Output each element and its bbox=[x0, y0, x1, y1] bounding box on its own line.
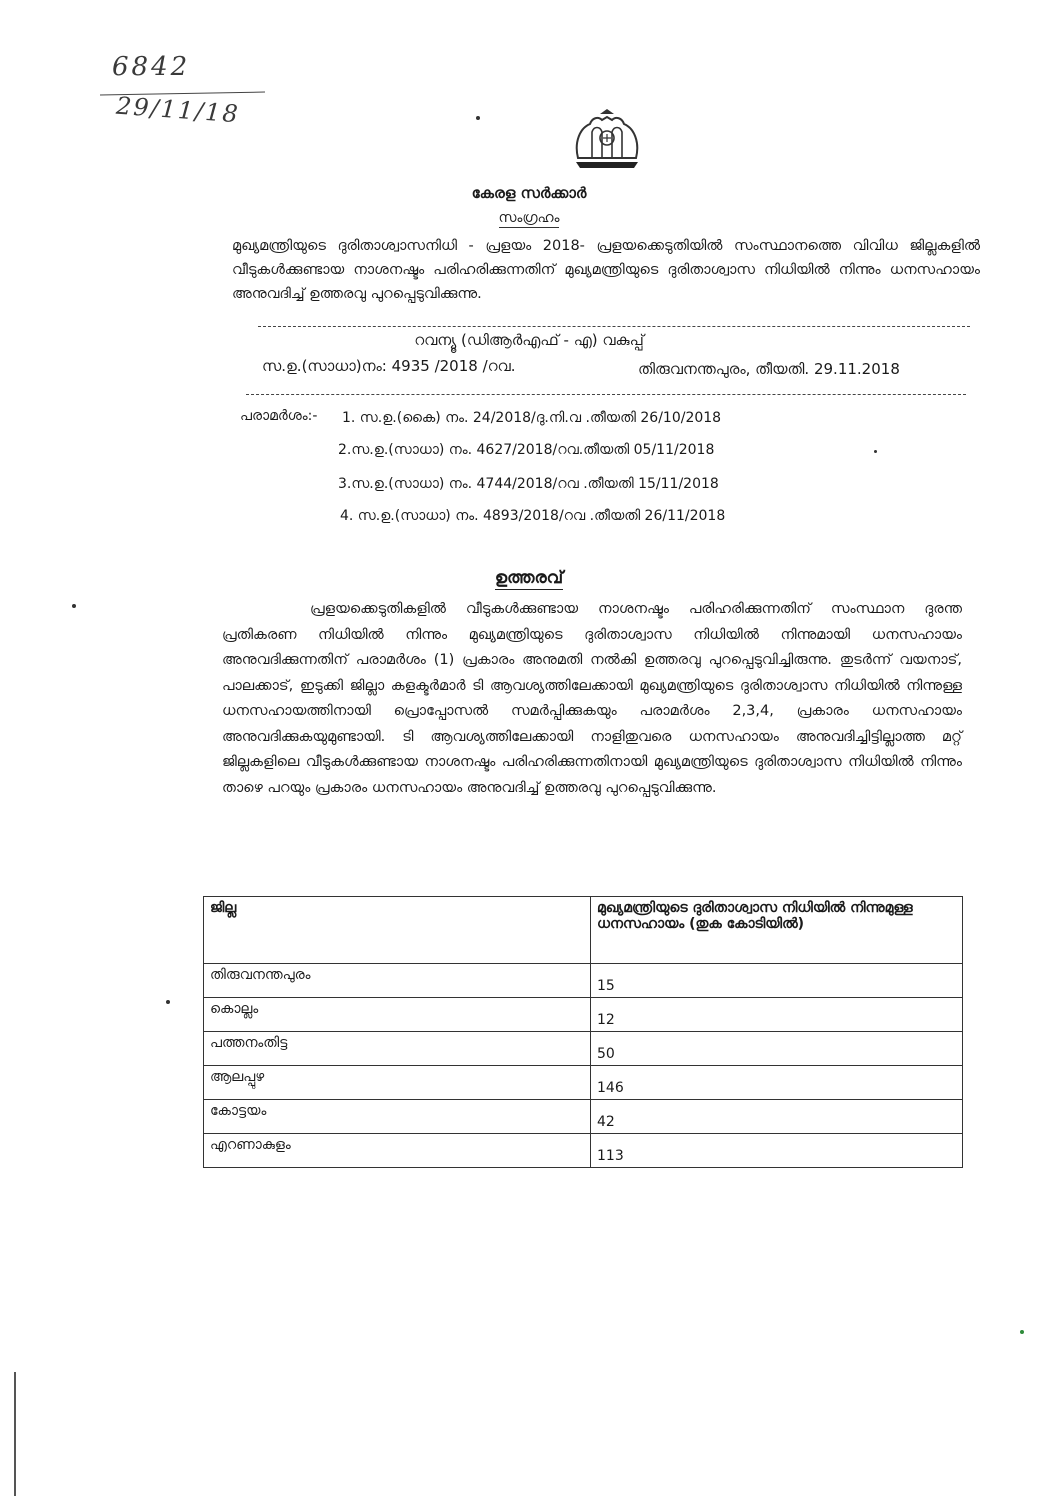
order-summary: മുഖ്യമന്ത്രിയുടെ ദുരിതാശ്വാസനിധി - പ്രളയം 2018- പ്രളയക്കെടുതിയിൽ സംസ്ഥാനത്തെ വിവിധ ജില്ലകളിൽ വീടുകൾക്കുണ്ടായ നാശനഷ്ടം പരിഹരിക്കുന്നതിന് മുഖ്യമന്ത്രിയുടെ ദുരിതാശ്വാസ നിധിയിൽ നിന്നും ധനസഹായം അനുവദിച്ച് ഉത്തരവു പുറപ്പെടുവിക്കുന്നു. bbox=[232, 238, 980, 302]
place-and-date: തിരുവനന്തപുരം, തീയതി. 29.11.2018 bbox=[638, 360, 900, 378]
divider-top bbox=[258, 326, 970, 327]
reference-item: 1. സ.ഉ.(കൈ) നം. 24/2018/ദു.നി.വ .തീയതി 26/10/2018 bbox=[342, 410, 722, 426]
district-cell: കോട്ടയം bbox=[204, 1100, 591, 1134]
table-row bbox=[204, 964, 963, 998]
header-amount: മുഖ്യമന്ത്രിയുടെ ദുരിതാശ്വാസ നിധിയിൽ നിന്നുമുള്ള ധനസഹായം (തുക കോടിയിൽ) bbox=[591, 897, 963, 964]
district-cell: ആലപ്പുഴ bbox=[204, 1066, 591, 1100]
scan-speck bbox=[72, 604, 76, 608]
district-cell: കൊല്ലം bbox=[204, 998, 591, 1032]
district-cell: തിരുവനന്തപുരം bbox=[204, 964, 591, 998]
scan-speck bbox=[476, 116, 480, 120]
allocation-table bbox=[203, 896, 963, 1168]
amount-cell: 15 bbox=[591, 964, 963, 998]
amount-cell: 42 bbox=[591, 1100, 963, 1134]
table-row bbox=[204, 1134, 963, 1168]
header-district: ജില്ല bbox=[204, 897, 591, 964]
reference-item: 3.സ.ഉ.(സാധാ) നം. 4744/2018/റവ .തീയതി 15/11/2018 bbox=[338, 476, 719, 492]
abstract-label-text: സംഗ്രഹം bbox=[498, 210, 560, 226]
amount-cell: 146 bbox=[591, 1066, 963, 1100]
government-title: കേരള സർക്കാർ bbox=[471, 184, 587, 202]
department-name: റവന്യൂ (ഡിആർഎഫ് - എ) വകുപ്പ് bbox=[414, 331, 644, 349]
scan-speck bbox=[1020, 1330, 1024, 1334]
handwritten-inward-date: 29/11/18 bbox=[115, 91, 241, 129]
table-row bbox=[204, 1032, 963, 1066]
abstract-label bbox=[0, 210, 1058, 226]
district-cell: എറണാകുളം bbox=[204, 1134, 591, 1168]
order-number: സ.ഉ.(സാധാ)നം: 4935 /2018 /റവ. bbox=[262, 357, 516, 375]
table-row bbox=[204, 1100, 963, 1134]
handwritten-inward-number: 6842 bbox=[112, 52, 191, 82]
reference-item: 2.സ.ഉ.(സാധാ) നം. 4627/2018/റവ.തീയതി 05/11/2018 bbox=[338, 442, 715, 458]
district-cell: പത്തനംതിട്ട bbox=[204, 1032, 591, 1066]
divider-bottom bbox=[246, 394, 966, 395]
scan-speck bbox=[166, 1000, 170, 1004]
table-row bbox=[204, 1066, 963, 1100]
amount-cell: 113 bbox=[591, 1134, 963, 1168]
references-label: പരാമർശം:- bbox=[240, 408, 318, 424]
kerala-emblem-icon bbox=[570, 108, 644, 174]
scan-speck bbox=[874, 450, 877, 453]
amount-cell: 12 bbox=[591, 998, 963, 1032]
scan-edge-line bbox=[14, 1372, 16, 1496]
reference-item: 4. സ.ഉ.(സാധാ) നം. 4893/2018/റവ .തീയതി 26/11/2018 bbox=[340, 508, 726, 524]
table-row bbox=[204, 998, 963, 1032]
order-body: പ്രളയക്കെടുതികളിൽ വീടുകൾക്കുണ്ടായ നാശനഷ്ടം പരിഹരിക്കുന്നതിന് സംസ്ഥാന ദുരന്ത പ്രതികരണ നിധിയിൽ നിന്നും മുഖ്യമന്ത്രിയുടെ ദുരിതാശ്വാസ നിധിയിൽ നിന്നുമായി ധനസഹായം അനുവദിക്കുന്നതിന് പരാമർശം (1) പ്രകാരം അനുമതി നൽകി ഉത്തരവു പുറപ്പെടുവിച്ചിരുന്നു. തുടർന്ന് വയനാട്, പാലക്കാട്, ഇടുക്കി ജില്ലാ കളക്ടർമാർ ടി ആവശ്യത്തിലേക്കായി മുഖ്യമന്ത്രിയുടെ ദുരിതാശ്വാസ നിധിയിൽ നിന്നുള്ള ധനസഹായത്തിനായി പ്രൊപ്പോസൽ സമർപ്പിക്കുകയും പരാമർശം 2,3,4, പ്രകാരം ധനസഹായം അനുവദിക്കുകയുമുണ്ടായി. ടി ആവശ്യത്തിലേക്കായി നാളിതുവരെ ധനസഹായം അനുവദിച്ചിട്ടില്ലാത്ത മറ്റ് ജില്ലകളിലെ വീടുകൾക്കുണ്ടായ നാശനഷ്ടം പരിഹരിക്കുന്നതിനായി മുഖ്യമന്ത്രിയുടെ ദുരിതാശ്വാസ നിധിയിൽ നിന്നും താഴെ പറയും പ്രകാരം ധനസഹായം അനുവദിച്ച് ഉത്തരവു പുറപ്പെടുവിക്കുന്നു. bbox=[222, 601, 962, 796]
table-header-row bbox=[204, 897, 963, 964]
order-heading-text: ഉത്തരവ് bbox=[494, 568, 564, 588]
amount-cell: 50 bbox=[591, 1032, 963, 1066]
order-heading bbox=[0, 568, 1058, 588]
